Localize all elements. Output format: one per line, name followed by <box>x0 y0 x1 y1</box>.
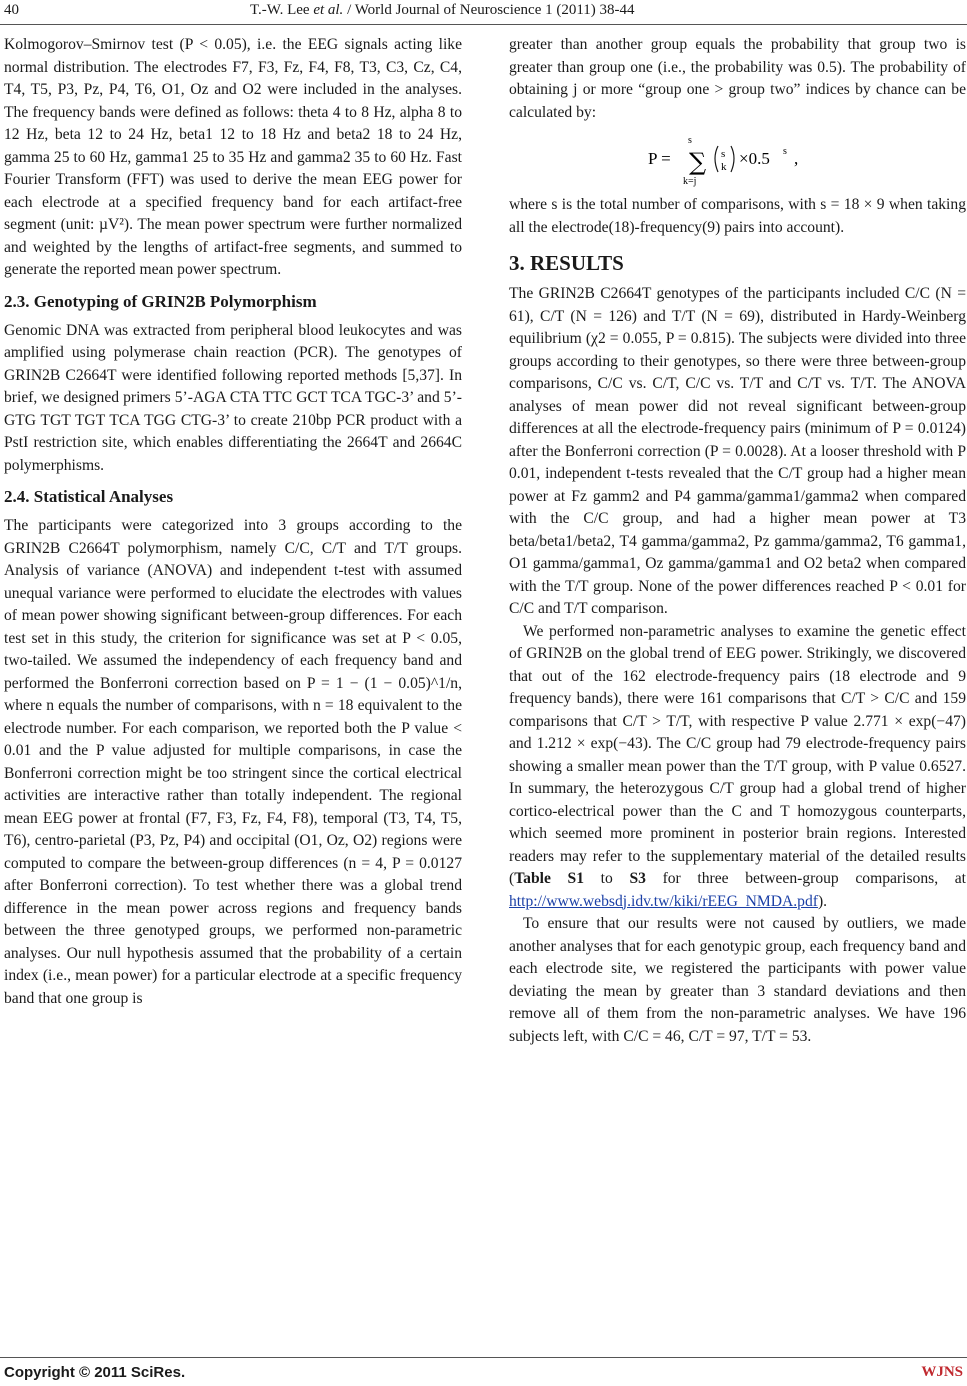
paragraph-eeg-methods: Kolmogorov–Smirnov test (P < 0.05), i.e. the EEG signals acting like normal distribution. The electrodes F7, F3, Fz, F4, F8, T3, C3, Cz, C4, T4, T5, P3, Pz, P4, T6, O1, Oz and O2 were included in the analyses. The frequency bands were defined as follows: theta 4 to 8 Hz, alpha 8 to 12 Hz, beta 12 to 24 Hz, beta1 12 to 18 Hz and beta2 18 to 24 Hz, gamma 25 to 60 Hz, gamma1 25 to 35 Hz and gamma2 35 to 60 Hz. Fast Fourier Transform (FFT) was used to derive the mean EEG power for each electrode at a specified frequency band for each artifact-free segment (unit: µV²). The mean power spectrum were further normalized and weighted by the lengths of artifact-free segments, and summed to generate the reported mean power spectrum. <box>4 36 462 278</box>
paragraph-statistics: The participants were categorized into 3 groups according to the GRIN2B C2664T polymorphism, namely C/C, C/T and T/T groups. Analysis of variance (ANOVA) and independent t-test with assumed unequal variance were performed to elucidate the electrodes with values of mean power showing significant between-group differences. For each test set in this study, the criterion for significance was set at P < 0.05, two-tailed. We assumed the independency of each frequency band and performed the Bonferroni correction based on P = 1 − (1 − 0.05)^1/n, where n equals the number of comparisons, with n = 18 equivalent to the electrode number. For each comparison, we reported both the P value < 0.01 and the P value adjusted for multiple comparisons, in case the Bonferroni correction might be too stringent since the cortical electrical activities are interactive rather than totally independent. The regional mean EEG power at frontal (F7, F3, Fz, F4, F8), temporal (T3, T4, T5, T6), centro-parietal (P3, Pz, P4) and occipital (O1, Oz, O2) regions were computed to compare the between-group differences (n = 4, P = 0.0127 after Bonferroni correction). To test whether there was a global trend difference in the mean power across regions and frequency bands between the three genotyped groups, we performed non-parametric analyses. Our null hypothesis assumed that the probability of a certain index (i.e., mean power) for a particular electrode at a specific frequency band that one group is <box>4 517 462 1007</box>
header-rule <box>0 24 967 25</box>
formula-trailing: , <box>793 149 798 168</box>
copyright-notice: Copyright © 2011 SciRes. <box>4 1364 186 1381</box>
formula-svg <box>638 130 838 188</box>
formula-exponent: s <box>782 146 787 157</box>
section-heading-statistics: 2.4. Statistical Analyses <box>4 487 174 506</box>
supplementary-link[interactable]: http://www.websdj.idv.tw/kiki/rEEG_NMDA.pdf <box>509 892 818 910</box>
left-column <box>4 34 462 1010</box>
right-column <box>509 34 966 1048</box>
paragraph-null-hypothesis: greater than another group equals the probability that group two is greater than group one (i.e., the probability was 0.5). The probability of obtaining j or more “group one > group two” indices by chance can be calculated by: <box>509 36 966 121</box>
paragraph-comparisons: where s is the total number of comparisons, with s = 18 × 9 when taking all the electrode(18)-frequency(9) pairs into account). <box>509 196 966 236</box>
formula-lhs: P = <box>647 149 671 168</box>
footer-rule <box>0 1357 967 1358</box>
formula-sum-upper: s <box>687 135 692 146</box>
binomial-right-paren-icon <box>731 146 734 172</box>
formula-binom-bottom: k <box>720 161 726 173</box>
paragraph-genotype-results: The GRIN2B C2664T genotypes of the participants included C/C (N = 61), C/T (N = 126) and T/T (N = 69), distributed in Hardy-Weinberg equilibrium (χ2 = 0.055, P = 0.815). The subjects were divided into three groups according to their genotypes, so there were three between-group comparisons, C/C vs. C/T, C/C vs. T/T and C/T vs. T/T. The ANOVA analyses of mean power did not reveal significant between-group differences at all the electrode-frequency pairs (minimum of P = 0.0124) after the Bonferroni correction (P = 0.0028). At a looser threshold with P 0.01, independent t-tests revealed that the C/T group had a higher mean power at Fz gamm2 and P4 gamma/gamma1/gamma2 when compared with the C/C group, and had a higher mean power at T3 beta/beta1/beta2, T4 gamma/gamma2, Pz gamma/gamma2, T6 gamma1, O1 gamma/gamma1, Oz gamma/gamma1 and O2 beta2 when compared with the T/T group. None of the power differences reached P < 0.01 for C/C and T/T comparison. <box>509 285 966 617</box>
table-reference-s1: Table S1 <box>514 870 585 887</box>
running-head <box>0 0 967 26</box>
paragraph-genotyping: Genomic DNA was extracted from peripheral blood leukocytes and was amplified using polymerase chain reaction (PCR). The genotypes of GRIN2B C2664T were identified following reported methods [5,37]. In brief, we designed primers 5’-AGA CTA TTC GCT TCA TGC-3’ and 5’-GTG TGT TGT TCA TGG CTG-3’ to create 210bp PCR product with a PstI restriction site, which enables differentiating the 2664T and 2664C polymerphisms. <box>4 321 462 474</box>
page-footer <box>0 1357 967 1386</box>
table-reference-s3: S3 <box>629 870 646 887</box>
paragraph-outliers: To ensure that our results were not caused by outliers, we made another analyses that for each genotypic group, each frequency band and each electrode site, we registered the participants with power value deviating the mean by greater than 3 standard deviations and then remove all of them from the non-parametric analyses. We have 196 subjects left, with C/C = 46, C/T = 97, T/T = 53. <box>509 915 966 1045</box>
paragraph-nonparametric: We performed non-parametric analyses to examine the genetic effect of GRIN2B on the global trend of EEG power. Strikingly, we discovered that out of the 162 electrode-frequency pairs (18 electrode and 9 frequency bands), there were 161 comparisons that C/T > C/C and 159 comparisons that C/T > T/T, with respective P value 2.771 × exp(−47) and 1.212 × exp(−43). The C/C group had 79 electrode-frequency pairs showing a smaller mean power than the T/T group, with P value 0.6527. In summary, the heterozygous C/T group had a global trend of higher cortico-electrical power than the C and T homozygous counterparts, which seemed more prominent in posterior brain regions. Interested readers may refer to the supplementary material of the detailed results (Table S1 to S3 for three between-group comparisons, at http://www.websdj.idv.tw/kiki/rEEG_NMDA.pdf). <box>509 622 966 910</box>
formula-binom-top: s <box>720 148 725 160</box>
binomial-left-paren-icon <box>715 146 718 172</box>
section-heading-genotyping: 2.3. Genotyping of GRIN2B Polymorphism <box>4 291 317 311</box>
summation-icon: ∑ <box>688 148 706 176</box>
section-heading-results: 3. RESULTS <box>509 251 624 275</box>
formula-times-base: ×0.5 <box>738 149 770 168</box>
journal-abbreviation: WJNS <box>921 1364 963 1380</box>
formula-sum-lower: k=j <box>682 176 696 187</box>
probability-formula <box>509 130 966 188</box>
page-number: 40 <box>4 2 19 18</box>
running-title: T.-W. Lee et al. / World Journal of Neuroscience 1 (2011) 38-44 <box>250 2 635 18</box>
